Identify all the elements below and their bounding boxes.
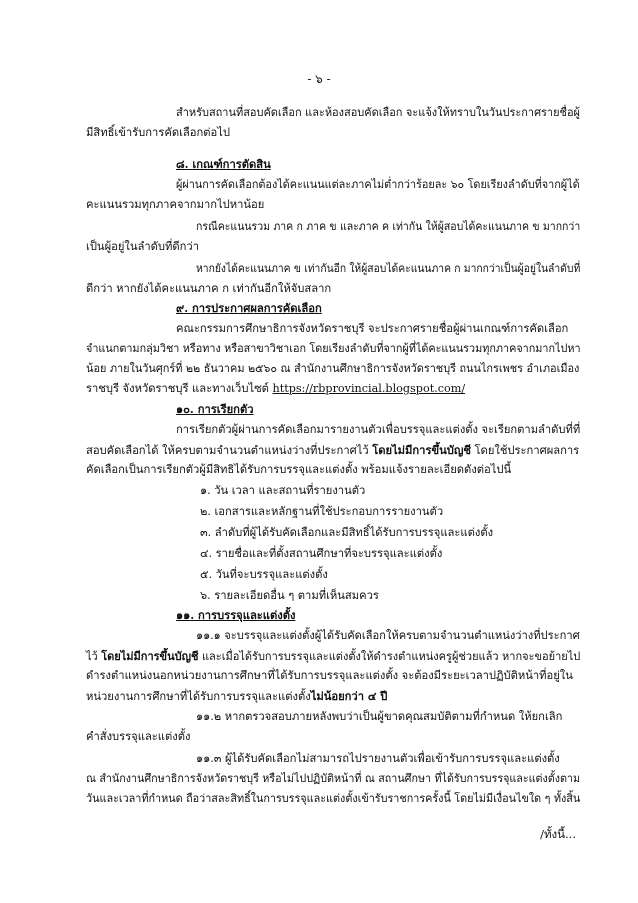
section-10-item-3: ๓. ลำดับที่ผู้ได้รับคัดเลือกและมีสิทธิ์ได้รับการบรรจุและแต่งตั้ง	[200, 526, 494, 539]
section-11-p1-line-2-a: ไว้	[86, 650, 98, 663]
continuation-marker: /ทั้งนี้...	[540, 827, 576, 841]
section-11-p3-line-2: ณ สำนักงานศึกษาธิการจังหวัดราชบุรี หรือไม่ไปปฏิบัติหน้าที่ ณ สถานศึกษา ที่ได้รับการบรรจุและแต่งตั้งตาม	[86, 772, 581, 785]
section-11-p3-line-3: วันและเวลาที่กำหนด ถือว่าสละสิทธิ์ในการบรรจุและแต่งตั้งเข้ารับราชการครั้งนี้ โดยไม่มีเงื่อนไขใด ๆ ทั้งสิ้น	[86, 792, 581, 805]
section-11-p3-line-1: ๑๑.๓ ผู้ได้รับคัดเลือกไม่สามารถไปรายงานตัวเพื่อเข้ารับการบรรจุและแต่งตั้ง	[196, 752, 560, 765]
section-8-p2-line-1: กรณีคะแนนรวม ภาค ก ภาค ข และภาค ค เท่ากัน ให้ผู้สอบได้คะแนนภาค ข มากกว่า	[196, 220, 581, 233]
section-9-line-3: น้อย ภายในวันศุกร์ที่ ๒๒ ธันวาคม ๒๕๖๐ ณ สำนักงานศึกษาธิการจังหวัดราชบุรี ถนนไกรเพชร อำเภอเมือง	[86, 362, 580, 375]
section-11-p1-line-4	[86, 689, 387, 704]
no-list-registration-emphasis-2: โดยไม่มีการขึ้นบัญชี	[101, 649, 199, 663]
section-9-line-4-text: ราชบุรี จังหวัดราชบุรี และทางเว็บไซต์	[86, 382, 269, 395]
section-11-p1-line-2-c: และเมื่อได้รับการบรรจุและแต่งตั้งให้ดำรงตำแหน่งครูผู้ช่วยแล้ว หากจะขอย้ายไป	[201, 650, 581, 663]
section-11-p1-line-1: ๑๑.๑ จะบรรจุและแต่งตั้งผู้ได้รับคัดเลือกให้ครบตามจำนวนตำแหน่งว่างที่ประกาศ	[196, 629, 580, 642]
section-8-p2-line-2: เป็นผู้อยู่ในลำดับที่ดีกว่า	[86, 240, 199, 253]
section-11-p1-line-4-a: หน่วยงานการศึกษาที่ได้รับการบรรจุและแต่งตั้ง	[86, 690, 311, 703]
section-9-line-1: คณะกรรมการศึกษาธิการจังหวัดราชบุรี จะประกาศรายชื่อผู้ผ่านเกณฑ์การคัดเลือก	[176, 322, 569, 335]
section-8-p3-line-2: ดีกว่า หากยังได้คะแนนภาค ก เท่ากันอีกให้จับสลาก	[86, 282, 332, 295]
no-list-registration-emphasis: โดยไม่มีการขึ้นบัญชี	[372, 443, 471, 457]
minimum-years-emphasis: ไม่น้อยกว่า ๔ ปี	[310, 689, 388, 703]
website-link[interactable]: https://rbprovincial.blogspot.com/	[272, 382, 466, 395]
section-9-line-4	[86, 382, 465, 396]
section-10-item-4: ๔. รายชื่อและที่ตั้งสถานศึกษาที่จะบรรจุและแต่งตั้ง	[200, 547, 443, 560]
section-10-line-3: คัดเลือกเป็นการเรียกตัวผู้มีสิทธิได้รับการบรรจุและแต่งตั้ง พร้อมแจ้งรายละเอียดดังต่อไปนี้	[86, 463, 512, 476]
section-11-p1-line-2	[86, 649, 580, 664]
section-9-line-2: จำแนกตามกลุ่มวิชา หรือทาง หรือสาขาวิชาเอก โดยเรียงลำดับที่จากผู้ที่ได้คะแนนรวมทุกภาคจากมากไปหา	[86, 342, 581, 355]
section-10-item-6: ๖. รายละเอียดอื่น ๆ ตามที่เห็นสมควร	[200, 589, 379, 602]
section-10-heading: ๑๐. การเรียกตัว	[176, 402, 254, 416]
intro-line-2: มีสิทธิ์เข้ารับการคัดเลือกต่อไป	[86, 126, 230, 139]
section-8-p1-line-2: คะแนนรวมทุกภาคจากมากไปหาน้อย	[86, 198, 265, 211]
section-10-line-2	[86, 443, 579, 458]
intro-line-1: สำหรับสถานที่สอบคัดเลือก และห้องสอบคัดเลือก จะแจ้งให้ทราบในวันประกาศรายชื่อผู้	[176, 106, 581, 119]
section-8-heading: ๘. เกณฑ์การตัดสิน	[176, 157, 271, 171]
section-10-item-5: ๕. วันที่จะบรรจุและแต่งตั้ง	[200, 568, 328, 581]
section-11-p2-line-2: คำสั่งบรรจุและแต่งตั้ง	[86, 730, 191, 743]
section-10-line-2-a: สอบคัดเลือกได้ ให้ครบตามจำนวนตำแหน่งว่างที่ประกาศไว้	[86, 444, 369, 457]
section-9-heading: ๙. การประกาศผลการคัดเลือก	[176, 301, 322, 315]
section-10-line-2-c: โดยใช้ประกาศผลการ	[474, 444, 580, 457]
section-8-p1-line-1: ผู้ผ่านการคัดเลือกต้องได้คะแนนแต่ละภาคไม่ต่ำกว่าร้อยละ ๖๐ โดยเรียงลำดับที่จากผู้ได้	[176, 178, 580, 191]
section-11-p2-line-1: ๑๑.๒ หากตรวจสอบภายหลังพบว่าเป็นผู้ขาดคุณสมบัติตามที่กำหนด ให้ยกเลิก	[196, 710, 563, 723]
section-11-heading: ๑๑. การบรรจุและแต่งตั้ง	[176, 608, 296, 622]
section-8-p3-line-1: หากยังได้คะแนนภาค ข เท่ากันอีก ให้ผู้สอบได้คะแนนภาค ก มากกว่าเป็นผู้อยู่ในลำดับที่	[196, 262, 581, 275]
section-11-p1-line-3: ดำรงตำแหน่งนอกหน่วยงานการศึกษาที่ได้รับการบรรจุและแต่งตั้ง จะต้องมีระยะเวลาปฏิบัติหน้าที่อยู่ใน	[86, 669, 573, 682]
section-10-item-1: ๑. วัน เวลา และสถานที่รายงานตัว	[200, 484, 366, 497]
section-10-line-1: การเรียกตัวผู้ผ่านการคัดเลือกมารายงานตัวเพื่อบรรจุและแต่งตั้ง จะเรียกตามลำดับที่ที่	[176, 423, 581, 436]
page-number: - ๖ -	[307, 72, 331, 86]
section-10-item-2: ๒. เอกสารและหลักฐานที่ใช้ประกอบการรายงานตัว	[200, 505, 444, 518]
